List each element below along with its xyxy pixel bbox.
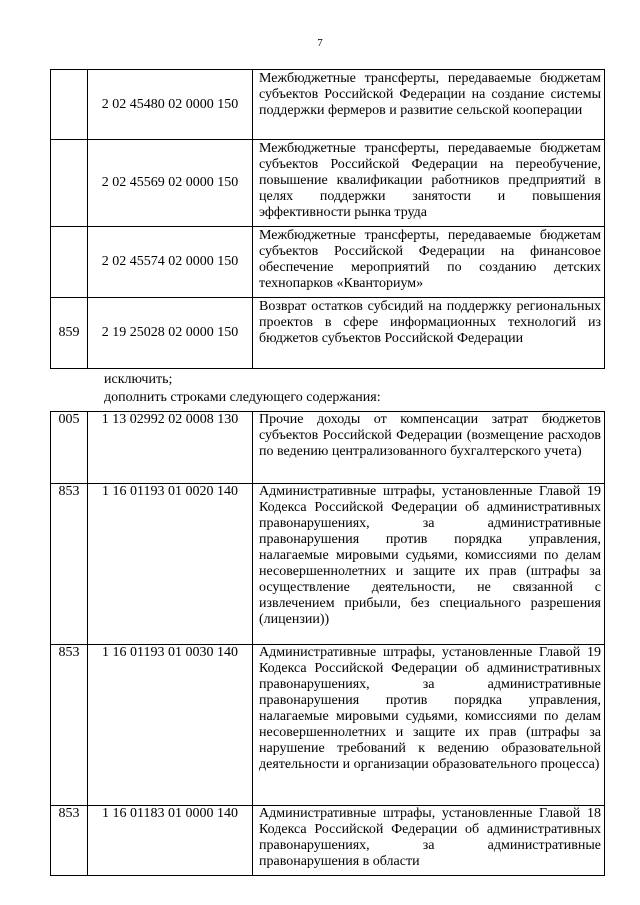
admin-code-cell <box>51 140 88 227</box>
table-row <box>51 140 605 227</box>
admin-code-cell: 005 <box>51 412 88 484</box>
admin-code-cell: 853 <box>51 645 88 806</box>
instruction-add-rows: дополнить строками следующего содержания: <box>104 390 381 405</box>
description-cell: Межбюджетные трансферты, передаваемые бюджетам субъектов Российской Федерации на переобучение, повышение квалификации работников предприятий в целях поддержки занятости и повышения эффективности рынка труда <box>253 140 605 227</box>
admin-code-cell: 859 <box>51 298 88 369</box>
kbk-cell: 1 16 01193 01 0020 140 <box>88 484 253 645</box>
admin-code-cell: 853 <box>51 806 88 876</box>
description-cell: Возврат остатков субсидий на поддержку региональных проектов в сфере информационных технологий из бюджетов субъектов Российской Федерации <box>253 298 605 369</box>
table-row <box>51 412 605 484</box>
kbk-cell: 2 02 45574 02 0000 150 <box>88 227 253 298</box>
kbk-cell: 2 02 45569 02 0000 150 <box>88 140 253 227</box>
admin-code-cell <box>51 70 88 140</box>
kbk-cell: 1 16 01183 01 0000 140 <box>88 806 253 876</box>
description-cell: Административные штрафы, установленные Главой 19 Кодекса Российской Федерации об административных правонарушениях, за административные правонарушения против порядка управления, налагаемые мировыми судьями, комиссиями по делам несовершеннолетних и защите их прав (штрафы за нарушение требований к ведению образовательной деятельности и организации образовательного процесса) <box>253 645 605 806</box>
table-row <box>51 227 605 298</box>
revenue-table-removed <box>50 69 605 369</box>
kbk-cell: 1 13 02992 02 0008 130 <box>88 412 253 484</box>
description-cell: Административные штрафы, установленные Главой 19 Кодекса Российской Федерации об административных правонарушениях, за административные правонарушения против порядка управления, налагаемые мировыми судьями, комиссиями по делам несовершеннолетних и защите их прав (штрафы за осуществление деятельности, не связанной с извлечением прибыли, без специального разрешения (лицензии)) <box>253 484 605 645</box>
table-row <box>51 298 605 369</box>
table-row <box>51 484 605 645</box>
description-cell: Межбюджетные трансферты, передаваемые бюджетам субъектов Российской Федерации на создание системы поддержки фермеров и развитие сельской кооперации <box>253 70 605 140</box>
kbk-cell: 1 16 01193 01 0030 140 <box>88 645 253 806</box>
description-cell: Административные штрафы, установленные Главой 18 Кодекса Российской Федерации об административных правонарушениях, за административные правонарушения в области <box>253 806 605 876</box>
table-row <box>51 806 605 876</box>
page-number: 7 <box>317 37 323 49</box>
description-cell: Прочие доходы от компенсации затрат бюджетов субъектов Российской Федерации (возмещение расходов по ведению централизованного бухгалтерского учета) <box>253 412 605 484</box>
kbk-cell: 2 19 25028 02 0000 150 <box>88 298 253 369</box>
kbk-cell: 2 02 45480 02 0000 150 <box>88 70 253 140</box>
table-row <box>51 645 605 806</box>
table-row <box>51 70 605 140</box>
admin-code-cell <box>51 227 88 298</box>
admin-code-cell: 853 <box>51 484 88 645</box>
instruction-exclude: исключить; <box>104 372 173 387</box>
revenue-table-added <box>50 411 605 876</box>
description-cell: Межбюджетные трансферты, передаваемые бюджетам субъектов Российской Федерации на финансовое обеспечение мероприятий по созданию детских технопарков «Кванториум» <box>253 227 605 298</box>
